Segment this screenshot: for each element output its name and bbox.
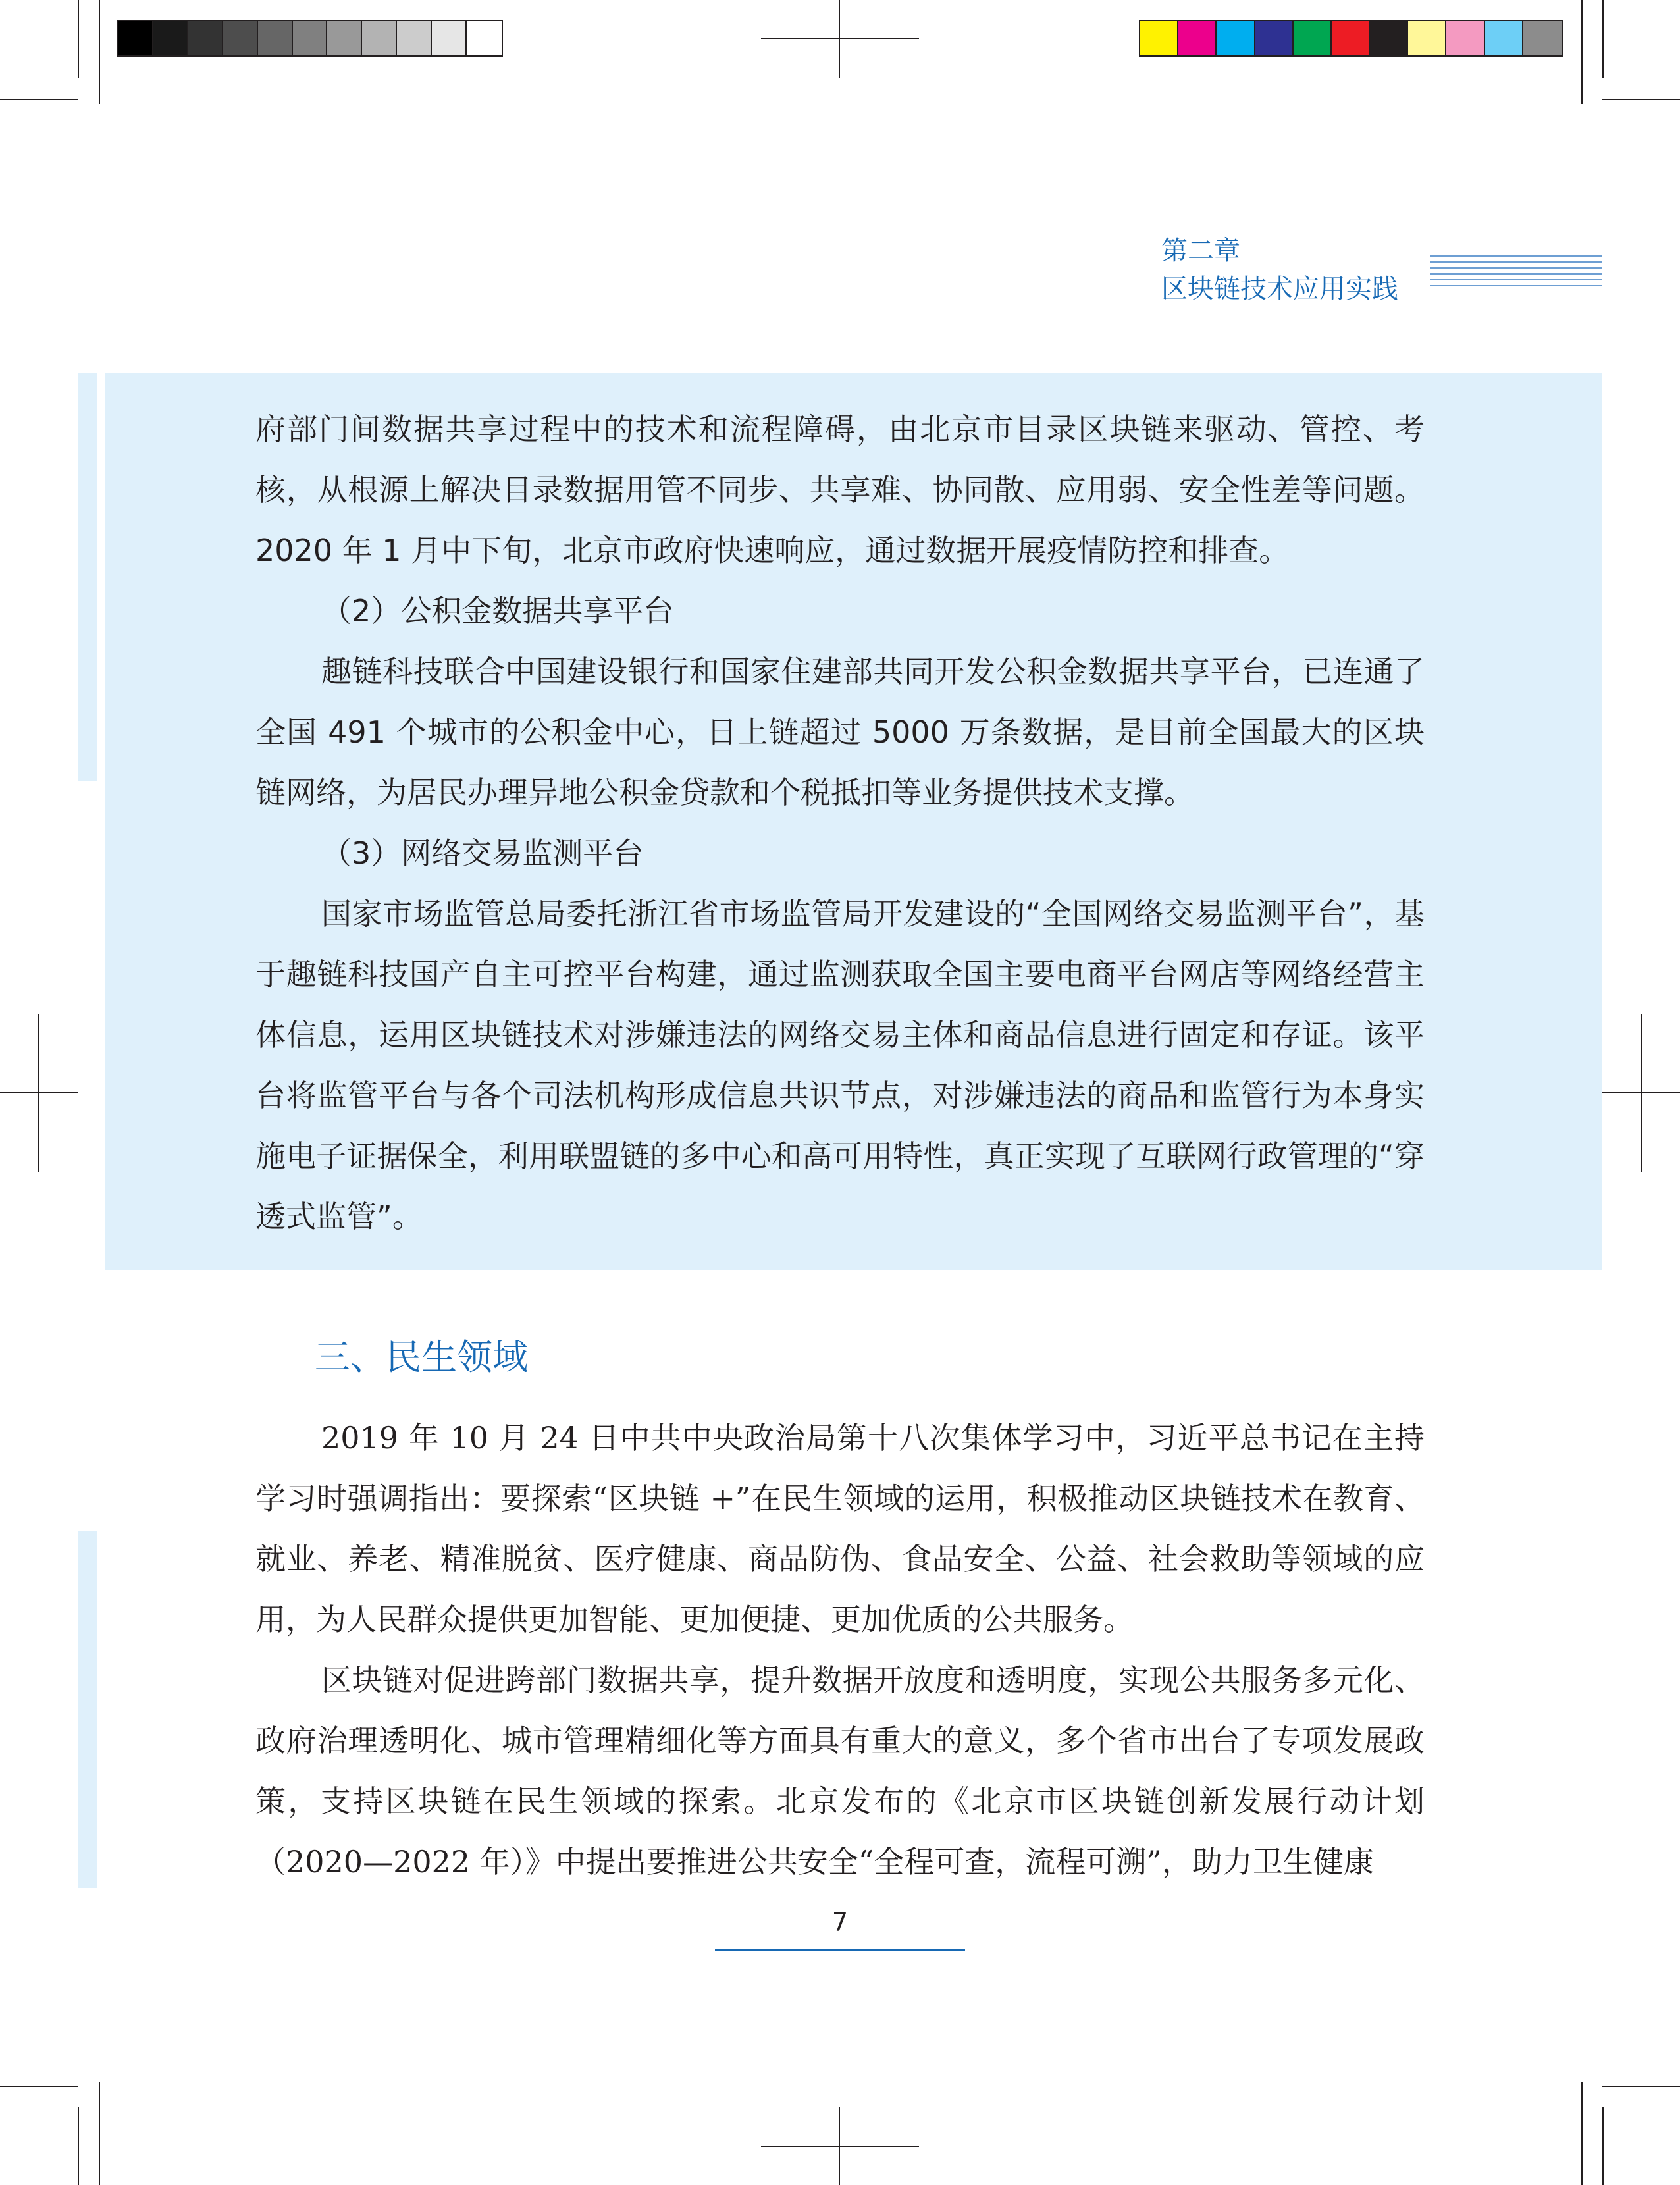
color-swatch bbox=[362, 21, 397, 55]
color-swatch bbox=[432, 21, 467, 55]
color-swatch bbox=[1294, 21, 1332, 55]
left-side-bar-bottom bbox=[78, 1531, 97, 1888]
color-swatch bbox=[1217, 21, 1255, 55]
color-swatch bbox=[467, 21, 502, 55]
grayscale-color-bar bbox=[117, 20, 503, 57]
section-title: 三、民生领域 bbox=[315, 1336, 528, 1378]
header-rule-lines bbox=[1430, 255, 1602, 291]
page-number-rule bbox=[715, 1949, 965, 1951]
left-side-bar-top bbox=[78, 373, 97, 781]
color-swatch bbox=[118, 21, 153, 55]
color-swatch bbox=[188, 21, 223, 55]
color-swatch bbox=[153, 21, 188, 55]
color-swatch bbox=[1140, 21, 1178, 55]
case-paragraph-3: 国家市场监管总局委托浙江省市场监管局开发建设的“全国网络交易监测平台”，基于趣链科技国产自主可控平台构建，通过监测获取全国主要电商平台网店等网络经营主体信息，运用区块链技术对涉嫌违法的网络交易主体和商品信息进行固定和存证。该平台将监管平台与各个司法机构形成信息共识节点，对涉嫌违法的商品和监管行为本身实施电子证据保全，利用联盟链的多中心和高可用特性，真正实现了互联网行政管理的“穿透式监管”。 bbox=[255, 896, 1425, 1234]
case-heading-3: （3）网络交易监测平台 bbox=[321, 835, 644, 871]
color-swatch bbox=[1408, 21, 1446, 55]
section-paragraph-2: 区块链对促进跨部门数据共享，提升数据开放度和透明度，实现公共服务多元化、政府治理透明化、城市管理精细化等方面具有重大的意义，多个省市出台了专项发展政策，支持区块链在民生领域的探索。北京发布的《北京市区块链创新发展行动计划（2020—2022 年）》中提出要推进公共安全“全程可查，流程可溯”，助力卫生健康 bbox=[255, 1662, 1425, 1880]
chapter-number: 第二章 bbox=[1161, 236, 1240, 266]
case-box-text bbox=[255, 399, 1425, 1247]
color-swatch bbox=[1178, 21, 1217, 55]
case-heading-2: （2）公积金数据共享平台 bbox=[321, 593, 674, 629]
color-swatch bbox=[397, 21, 432, 55]
color-swatch bbox=[293, 21, 328, 55]
color-swatch bbox=[1370, 21, 1408, 55]
running-header bbox=[1161, 232, 1425, 308]
case-paragraph-2: 趣链科技联合中国建设银行和国家住建部共同开发公积金数据共享平台，已连通了全国 491 个城市的公积金中心，日上链超过 5000 万条数据，是目前全国最大的区块链网络，为居民办理异地公积金贷款和个税抵扣等业务提供技术支撑。 bbox=[255, 654, 1425, 810]
chapter-title: 区块链技术应用实践 bbox=[1161, 274, 1398, 304]
color-swatch bbox=[1485, 21, 1523, 55]
color-swatch bbox=[1523, 21, 1562, 55]
color-swatch bbox=[223, 21, 258, 55]
section-paragraph-1: 2019 年 10 月 24 日中共中央政治局第十八次集体学习中，习近平总书记在主持学习时强调指出：要探索“区块链 +”在民生领域的运用，积极推动区块链技术在教育、就业、养老、精准脱贫、医疗健康、商品防伪、食品安全、公益、社会救助等领域的应用，为人民群众提供更加智能、更加便捷、更加优质的公共服务。 bbox=[255, 1420, 1425, 1637]
case-paragraph-1: 府部门间数据共享过程中的技术和流程障碍，由北京市目录区块链来驱动、管控、考核，从根源上解决目录数据用管不同步、共享难、协同散、应用弱、安全性差等问题。2020 年 1 月中下旬，北京市政府快速响应，通过数据开展疫情防控和排查。 bbox=[255, 411, 1425, 568]
color-swatch bbox=[327, 21, 362, 55]
color-swatch bbox=[1255, 21, 1294, 55]
color-swatch bbox=[258, 21, 293, 55]
color-swatch bbox=[1446, 21, 1484, 55]
page-number: 7 bbox=[831, 1908, 849, 1937]
section-body bbox=[255, 1408, 1425, 1892]
color-swatch bbox=[1332, 21, 1370, 55]
cmyk-color-bar bbox=[1139, 20, 1563, 57]
